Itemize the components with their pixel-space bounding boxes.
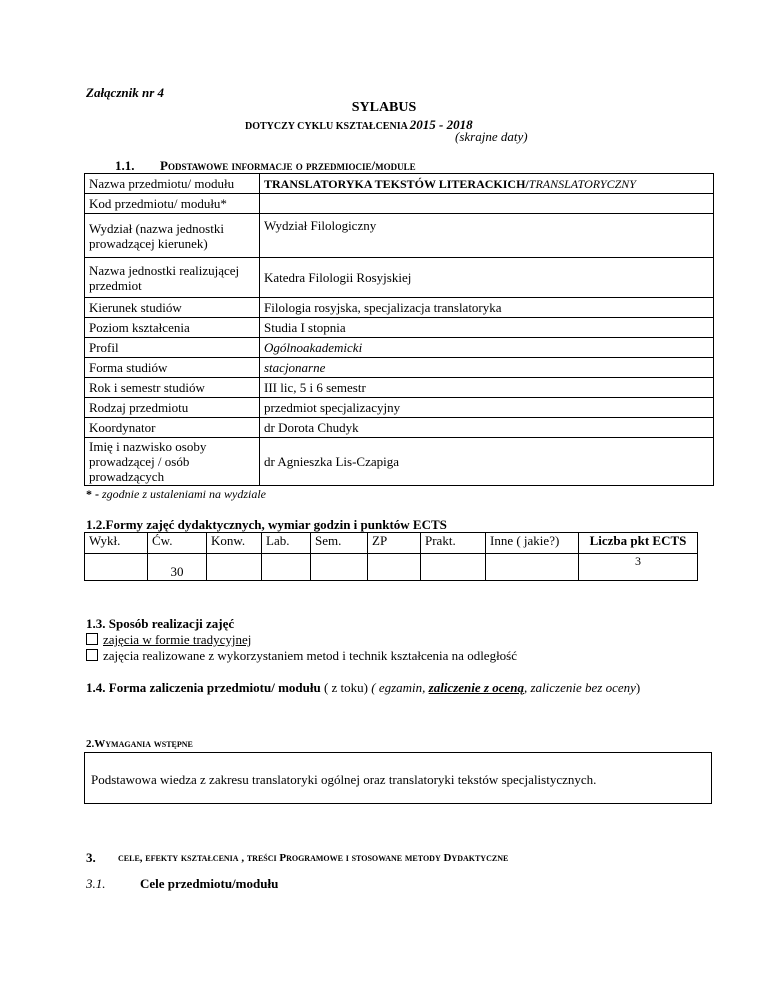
row-label: Wydział (nazwa jednostki prowadzącej kierunek) xyxy=(85,214,260,258)
row-label: Nazwa jednostki realizującej przedmiot xyxy=(85,258,260,298)
table-cell xyxy=(368,554,421,581)
table-cell: 30 xyxy=(148,554,207,581)
row-label: Profil xyxy=(85,338,260,358)
option-label: zajęcia w formie tradycyjnej xyxy=(103,632,252,647)
table-row xyxy=(85,194,714,214)
row-label: Koordynator xyxy=(85,418,260,438)
option-traditional[interactable] xyxy=(86,632,251,648)
col-header: Lab. xyxy=(262,533,311,554)
row-value: III lic, 5 i 6 semestr xyxy=(260,378,714,398)
table-row xyxy=(85,174,714,194)
section-1-3-title: 1.3. Sposób realizacji zajęć xyxy=(86,616,235,631)
table-row xyxy=(85,214,714,258)
section-1-2-title: 1.2.Formy zajęć dydaktycznych, wymiar godzin i punktów ECTS xyxy=(86,517,447,532)
row-label: Poziom kształcenia xyxy=(85,318,260,338)
table-cell xyxy=(262,554,311,581)
footnote-text: zgodnie z ustaleniami na wydziale xyxy=(99,487,266,501)
section-1-1-number: 1.1. xyxy=(115,158,135,173)
section-1-4-opt1: ( egzamin, xyxy=(371,680,429,695)
section-1-4-note: ( z toku) xyxy=(320,680,372,695)
section-1-4-close: ) xyxy=(635,680,641,695)
footnote xyxy=(86,487,266,502)
table-row xyxy=(85,398,714,418)
row-value: Studia I stopnia xyxy=(260,318,714,338)
table-row xyxy=(85,258,714,298)
row-label: Forma studiów xyxy=(85,358,260,378)
class-forms-table xyxy=(84,532,698,581)
course-name-italic: TRANSLATORYCZNY xyxy=(528,176,636,191)
col-header: Inne ( jakie?) xyxy=(486,533,579,554)
cycle-line xyxy=(245,117,473,133)
section-1-4 xyxy=(86,680,706,696)
checkbox-icon[interactable] xyxy=(86,633,98,645)
row-value: dr Dorota Chudyk xyxy=(260,418,714,438)
basic-info-table xyxy=(84,173,714,486)
table-cell: 3 xyxy=(579,554,698,581)
row-label: Imię i nazwisko osoby prowadzącej / osób prowadzących xyxy=(85,438,260,486)
cycle-years: 2015 - 2018 xyxy=(409,117,473,132)
section-1-4-title: 1.4. Forma zaliczenia przedmiotu/ modułu xyxy=(86,680,321,695)
table-cell xyxy=(207,554,262,581)
table-header-row xyxy=(85,533,698,554)
table-row xyxy=(85,438,714,486)
cycle-label: DOTYCZY CYKLU KSZTAŁCENIA xyxy=(245,121,408,132)
table-row xyxy=(85,358,714,378)
option-label: zajęcia realizowane z wykorzystaniem metod i technik kształcenia na odległość xyxy=(103,648,518,663)
document-title: SYLABUS xyxy=(351,100,417,115)
row-value: Wydział Filologiczny xyxy=(260,214,714,258)
dates-note: (skrajne daty) xyxy=(455,129,528,144)
footnote-mark: * - xyxy=(86,487,99,501)
section-3-title: cele, efekty kształcenia , treści Programowe i stosowane metody Dydaktyczne xyxy=(118,852,509,864)
row-label: Kierunek studiów xyxy=(85,298,260,318)
row-label: Nazwa przedmiotu/ modułu xyxy=(85,174,260,194)
table-cell xyxy=(85,554,148,581)
row-label: Rodzaj przedmiotu xyxy=(85,398,260,418)
prerequisites-text: Podstawowa wiedza z zakresu translatoryki ogólnej oraz translatoryki tekstów specjalistycznych. xyxy=(91,772,597,787)
table-row xyxy=(85,298,714,318)
table-row xyxy=(85,418,714,438)
section-1-4-opt2: , zaliczenie bez oceny xyxy=(524,680,636,695)
col-header: Sem. xyxy=(311,533,368,554)
section-3-number: 3. xyxy=(86,850,96,865)
table-row xyxy=(85,338,714,358)
checkbox-icon[interactable] xyxy=(86,649,98,661)
table-cell xyxy=(486,554,579,581)
prerequisites-box xyxy=(84,752,712,804)
row-value: stacjonarne xyxy=(260,358,714,378)
row-value: dr Agnieszka Lis-Czapiga xyxy=(260,438,714,486)
section-3-1-title: Cele przedmiotu/modułu xyxy=(140,876,279,891)
row-value: przedmiot specjalizacyjny xyxy=(260,398,714,418)
section-1-1-title: Podstawowe informacje o przedmiocie/module xyxy=(160,158,416,173)
annex-label: Załącznik nr 4 xyxy=(86,85,165,100)
row-value xyxy=(260,174,714,194)
col-header: Wykł. xyxy=(85,533,148,554)
table-cell xyxy=(311,554,368,581)
row-label: Kod przedmiotu/ modułu* xyxy=(85,194,260,214)
row-value: Ogólnoakademicki xyxy=(260,338,714,358)
col-header: Konw. xyxy=(207,533,262,554)
option-distance[interactable] xyxy=(86,648,517,664)
section-2-title: 2.Wymagania wstępne xyxy=(86,738,193,750)
col-header: Liczba pkt ECTS xyxy=(579,533,698,554)
section-1-4-selected: zaliczenie z oceną xyxy=(428,680,524,695)
table-row xyxy=(85,554,698,581)
row-value: Filologia rosyjska, specjalizacja translatoryka xyxy=(260,298,714,318)
table-row xyxy=(85,378,714,398)
col-header: Prakt. xyxy=(421,533,486,554)
row-label: Rok i semestr studiów xyxy=(85,378,260,398)
col-header: ZP xyxy=(368,533,421,554)
row-value xyxy=(260,194,714,214)
row-value: Katedra Filologii Rosyjskiej xyxy=(260,258,714,298)
table-cell xyxy=(421,554,486,581)
table-row xyxy=(85,318,714,338)
section-3-1-number: 3.1. xyxy=(86,876,106,891)
course-name: TRANSLATORYKA TEKSTÓW LITERACKICH/ xyxy=(264,176,529,191)
col-header: Ćw. xyxy=(148,533,207,554)
